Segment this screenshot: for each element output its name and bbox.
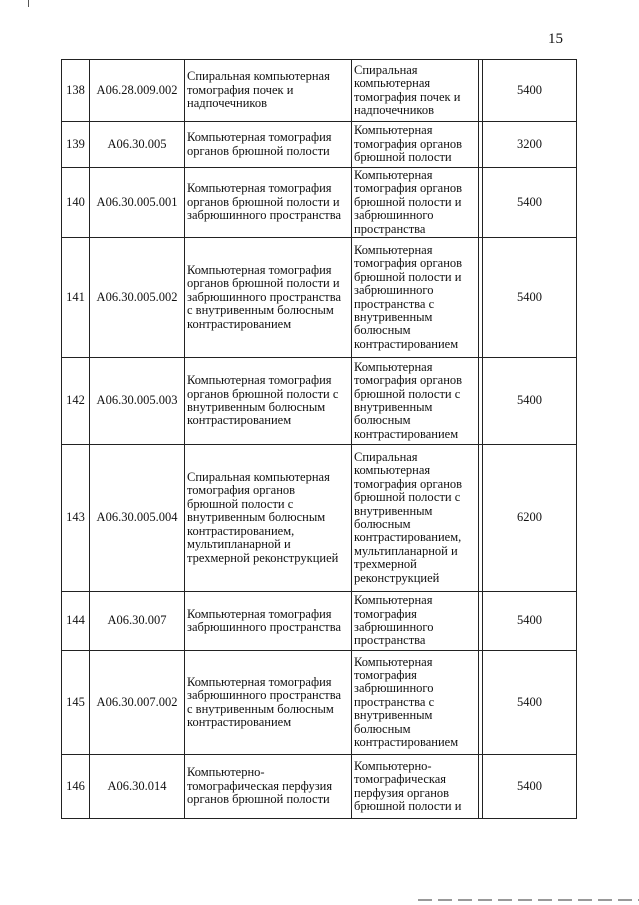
service-code: А06.30.005.002 bbox=[90, 238, 185, 358]
service-name: Компьютерная томография органов брюшной полости и забрюшинного пространства bbox=[185, 168, 352, 238]
row-number: 138 bbox=[62, 60, 90, 122]
service-name: Компьютерная томография органов брюшной полости с внутривенным болюсным контрастированием bbox=[185, 358, 352, 445]
service-code: А06.30.007.002 bbox=[90, 651, 185, 755]
table-row bbox=[62, 358, 577, 445]
service-description: Спиральная компьютерная томография органов брюшной полости с внутривенным болюсным контрастированием, мультипланарной и трехмерной реконструкцией bbox=[352, 445, 479, 592]
service-price: 5400 bbox=[483, 358, 577, 445]
price-table bbox=[61, 59, 577, 819]
service-price: 5400 bbox=[483, 755, 577, 819]
row-number: 140 bbox=[62, 168, 90, 238]
row-number: 143 bbox=[62, 445, 90, 592]
table-row bbox=[62, 755, 577, 819]
service-price: 5400 bbox=[483, 60, 577, 122]
service-description: Компьютерная томография забрюшинного пространства с внутривенным болюсным контрастированием bbox=[352, 651, 479, 755]
table-row bbox=[62, 445, 577, 592]
row-number: 141 bbox=[62, 238, 90, 358]
service-price: 5400 bbox=[483, 651, 577, 755]
service-code: А06.30.014 bbox=[90, 755, 185, 819]
service-description: Компьютерная томография органов брюшной полости и забрюшинного пространства bbox=[352, 168, 479, 238]
service-description: Спиральная компьютерная томография почек и надпочечников bbox=[352, 60, 479, 122]
scan-mark bbox=[28, 0, 29, 7]
service-code: А06.30.007 bbox=[90, 592, 185, 651]
table-row bbox=[62, 592, 577, 651]
service-name: Компьютерная томография забрюшинного пространства bbox=[185, 592, 352, 651]
scan-edge-dashes bbox=[418, 899, 639, 901]
service-description: Компьютерная томография забрюшинного пространства bbox=[352, 592, 479, 651]
table-row bbox=[62, 122, 577, 168]
table-body bbox=[62, 60, 577, 819]
service-code: А06.30.005.004 bbox=[90, 445, 185, 592]
service-description: Компьютерная томография органов брюшной полости с внутривенным болюсным контрастированием bbox=[352, 358, 479, 445]
service-description: Компьютерная томография органов брюшной полости bbox=[352, 122, 479, 168]
service-price: 3200 bbox=[483, 122, 577, 168]
service-name: Компьютерная томография органов брюшной полости и забрюшинного пространства с внутривенным болюсным контрастированием bbox=[185, 238, 352, 358]
service-name: Спиральная компьютерная томография почек и надпочечников bbox=[185, 60, 352, 122]
page-number: 15 bbox=[548, 31, 563, 47]
service-code: А06.28.009.002 bbox=[90, 60, 185, 122]
service-price: 6200 bbox=[483, 445, 577, 592]
service-name: Компьютерно-томографическая перфузия органов брюшной полости bbox=[185, 755, 352, 819]
row-number: 139 bbox=[62, 122, 90, 168]
service-name: Компьютерная томография забрюшинного пространства с внутривенным болюсным контрастированием bbox=[185, 651, 352, 755]
row-number: 146 bbox=[62, 755, 90, 819]
service-price: 5400 bbox=[483, 238, 577, 358]
table-row bbox=[62, 651, 577, 755]
table-row bbox=[62, 238, 577, 358]
row-number: 144 bbox=[62, 592, 90, 651]
table-row bbox=[62, 168, 577, 238]
service-description: Компьютерная томография органов брюшной полости и забрюшинного пространства с внутривенным болюсным контрастированием bbox=[352, 238, 479, 358]
service-code: А06.30.005.003 bbox=[90, 358, 185, 445]
service-name: Компьютерная томография органов брюшной полости bbox=[185, 122, 352, 168]
service-price: 5400 bbox=[483, 168, 577, 238]
row-number: 145 bbox=[62, 651, 90, 755]
service-code: А06.30.005.001 bbox=[90, 168, 185, 238]
service-code: А06.30.005 bbox=[90, 122, 185, 168]
service-description: Компьютерно-томографическая перфузия органов брюшной полости и bbox=[352, 755, 479, 819]
table-row bbox=[62, 60, 577, 122]
service-name: Спиральная компьютерная томография органов брюшной полости с внутривенным болюсным контрастированием, мультипланарной и трехмерной реконструкцией bbox=[185, 445, 352, 592]
row-number: 142 bbox=[62, 358, 90, 445]
service-price: 5400 bbox=[483, 592, 577, 651]
